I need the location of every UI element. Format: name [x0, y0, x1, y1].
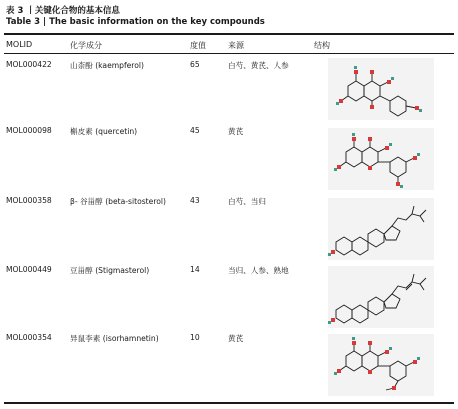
row4-component: 豆甾醇 (Stigmasterol): [70, 266, 150, 275]
row3-degree: 43: [190, 196, 200, 205]
row1-component: 山柰酚 (kaempferol): [70, 61, 144, 70]
row4-degree: 14: [190, 265, 200, 274]
header-structure: 结构: [314, 41, 330, 50]
header-component: 化学成分: [70, 41, 102, 50]
row2-molid: MOL000098: [6, 126, 52, 135]
row5-structure: [328, 334, 434, 396]
quercetin-structure-image: [328, 128, 434, 190]
table-title-en: Table 3 | The basic information on the key compounds: [6, 17, 265, 27]
isorhamnetin-structure-image: [328, 334, 434, 396]
row3-structure: [328, 198, 434, 260]
row5-source: 黄芪: [228, 334, 244, 343]
header-molid: MOLID: [6, 40, 33, 49]
row1-molid: MOL000422: [6, 60, 52, 69]
row1-structure: [328, 58, 434, 120]
row5-degree: 10: [190, 333, 200, 342]
row1-source: 白芍、黄芪、人参: [228, 61, 289, 70]
row2-component: 槲皮素 (quercetin): [70, 127, 138, 136]
header-source: 来源: [228, 41, 244, 50]
row5-molid: MOL000354: [6, 333, 52, 342]
bottom-rule: [4, 402, 454, 404]
row2-structure: [328, 128, 434, 190]
kaempferol-structure-image: [328, 58, 434, 120]
row1-degree: 65: [190, 60, 200, 69]
row3-molid: MOL000358: [6, 196, 52, 205]
row4-source: 当归、人参、熟地: [228, 266, 289, 275]
row4-structure: [328, 266, 434, 328]
row5-component: 异鼠李素 (isorhamnetin): [70, 334, 159, 343]
stigmasterol-structure-image: [328, 266, 434, 328]
header-rule: [4, 53, 454, 54]
table-title-cn: 表 3 丨关键化合物的基本信息: [6, 6, 120, 16]
row3-source: 白芍、当归: [228, 197, 266, 206]
row2-source: 黄芪: [228, 127, 244, 136]
row3-component: β- 谷甾醇 (beta-sitosterol): [70, 197, 166, 206]
header-degree: 度值: [190, 41, 206, 50]
row4-molid: MOL000449: [6, 265, 52, 274]
top-rule: [4, 33, 454, 35]
beta-sitosterol-structure-image: [328, 198, 434, 260]
row2-degree: 45: [190, 126, 200, 135]
